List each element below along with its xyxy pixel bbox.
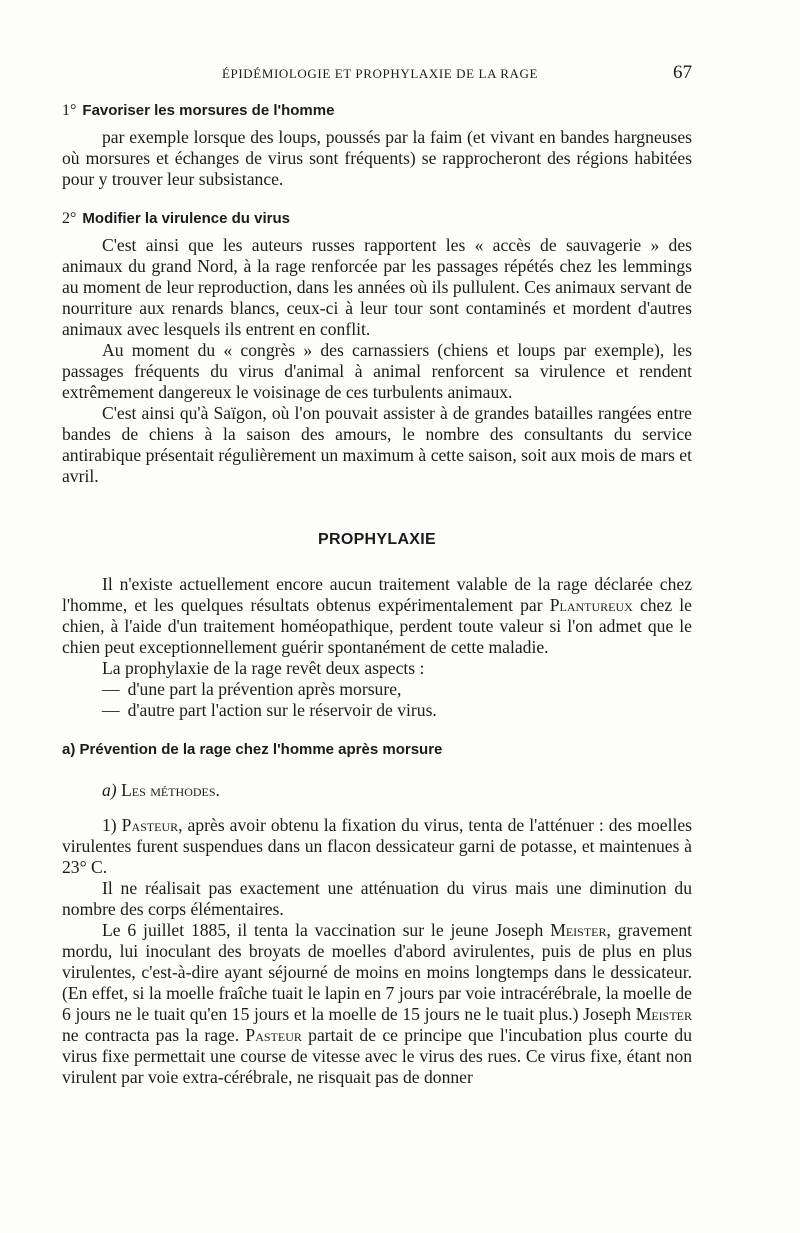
author-name: Pasteur [121, 815, 179, 835]
paragraph: C'est ainsi que les auteurs russes rapportent les « accès de sauvagerie » des animaux du grand Nord, à la rage renforcée par les passages répétés chez les lemmings au moment de leur reproduction, dans les années où ils pullulent. Ces animaux servant de nourriture aux renards blancs, ceux-ci à leur tour sont contaminés et mordent d'autres animaux avec lesquels ils entrent en conflit. [62, 235, 692, 339]
heading-1-number: 1° [62, 102, 77, 119]
author-name: Pasteur [245, 1025, 302, 1045]
text-run: 1) [102, 815, 122, 835]
person-name: Meister [635, 1004, 692, 1024]
subsection-title: Prévention de la rage chez l'homme après morsure [79, 741, 443, 758]
dash-mark: — [102, 679, 120, 699]
text-run: partait de ce principe que l'incubation plus courte du virus fixe permettait une course de vitesse avec le virus des rues. Ce virus fixe, étant non virulent par voie extra-cérébrale, ne risquait pas de donner [62, 1025, 693, 1087]
heading-1-title: Favoriser les morsures de l'homme [82, 102, 335, 119]
paragraph [62, 815, 692, 878]
paragraph: Il ne réalisait pas exactement une atténuation du virus mais une diminution du nombre des corps élémentaires. [62, 878, 692, 919]
text-run: Il n'existe actuellement encore aucun traitement valable de la rage déclarée chez l'homme, et les quelques résultats obtenus expérimentalement par [62, 574, 692, 615]
subsection-label: a) [62, 741, 76, 758]
sub-heading-title: Les méthodes. [121, 780, 220, 800]
subsection-heading [62, 739, 692, 760]
heading-2-title: Modifier la virulence du virus [82, 210, 290, 227]
sub-heading-label: a) [102, 780, 117, 800]
dash-item [62, 700, 692, 721]
running-head: ÉPIDÉMIOLOGIE ET PROPHYLAXIE DE LA RAGE [221, 66, 538, 81]
text-run: chez le chien, à l'aide d'un traitement homéopathique, perdent toute valeur si l'on admet que le chien peut exceptionnellement guérir spontanément de cette maladie. [62, 595, 692, 657]
page-number: 67 [673, 62, 692, 83]
text-run: Le 6 juillet 1885, il tenta la vaccination sur le jeune Joseph [102, 920, 551, 940]
paragraph: Au moment du « congrès » des carnassiers (chiens et loups par exemple), les passages fréquents du virus d'animal à animal renforcent sa virulence et rendent extrêmement dangereux le voisinage de ces turbulents animaux. [62, 340, 692, 402]
dash-item-text: d'autre part l'action sur le réservoir de virus. [127, 700, 437, 720]
paragraph [62, 920, 692, 1088]
body-text [62, 100, 692, 1088]
text-run: , après avoir obtenu la fixation du virus, tenta de l'atténuer : des moelles virulentes furent suspendues dans un flacon dessicateur garni de potasse, et maintenues à 23° C. [62, 815, 692, 877]
dash-mark: — [102, 700, 120, 720]
paragraph: La prophylaxie de la rage revêt deux aspects : [102, 658, 425, 678]
dash-item [62, 679, 692, 700]
sub-heading [62, 780, 692, 801]
author-name: Plantureux [549, 595, 633, 615]
dash-item-text: d'une part la prévention après morsure, [127, 679, 402, 699]
person-name: Meister [550, 920, 607, 940]
heading-1 [62, 100, 692, 121]
text-run: , gravement mordu, lui inoculant des broyats de moelles d'abord avirulentes, puis de plus en plus virulentes, c'est-à-dire ayant séjourné de moins en moins longtemps dans le dessicateur. (En effet, si la moelle fraîche tuait le lapin en 7 jours par voie intracérébrale, la moelle de 6 jours ne le tuait qu'en 15 jours et la moelle de 15 jours ne le tuait plus.) Joseph [62, 920, 693, 1024]
paragraph: C'est ainsi qu'à Saïgon, où l'on pouvait assister à de grandes batailles rangées entre bandes de chiens à la saison des amours, le nombre des consultants du service antirabique présentait régulièrement un maximum à cette saison, soit aux mois de mars et avril. [62, 403, 692, 486]
paragraph [62, 574, 692, 658]
paragraph: par exemple lorsque des loups, poussés par la faim (et vivant en bandes hargneuses où morsures et échanges de virus sont fréquents) se rapprocheront des régions habitées pour y trouver leur subsistance. [62, 127, 692, 189]
heading-2 [62, 208, 692, 229]
text-run: ne contracta pas la rage. [62, 1025, 246, 1045]
heading-2-number: 2° [62, 210, 77, 227]
section-title-prophylaxie: PROPHYLAXIE [318, 531, 436, 548]
